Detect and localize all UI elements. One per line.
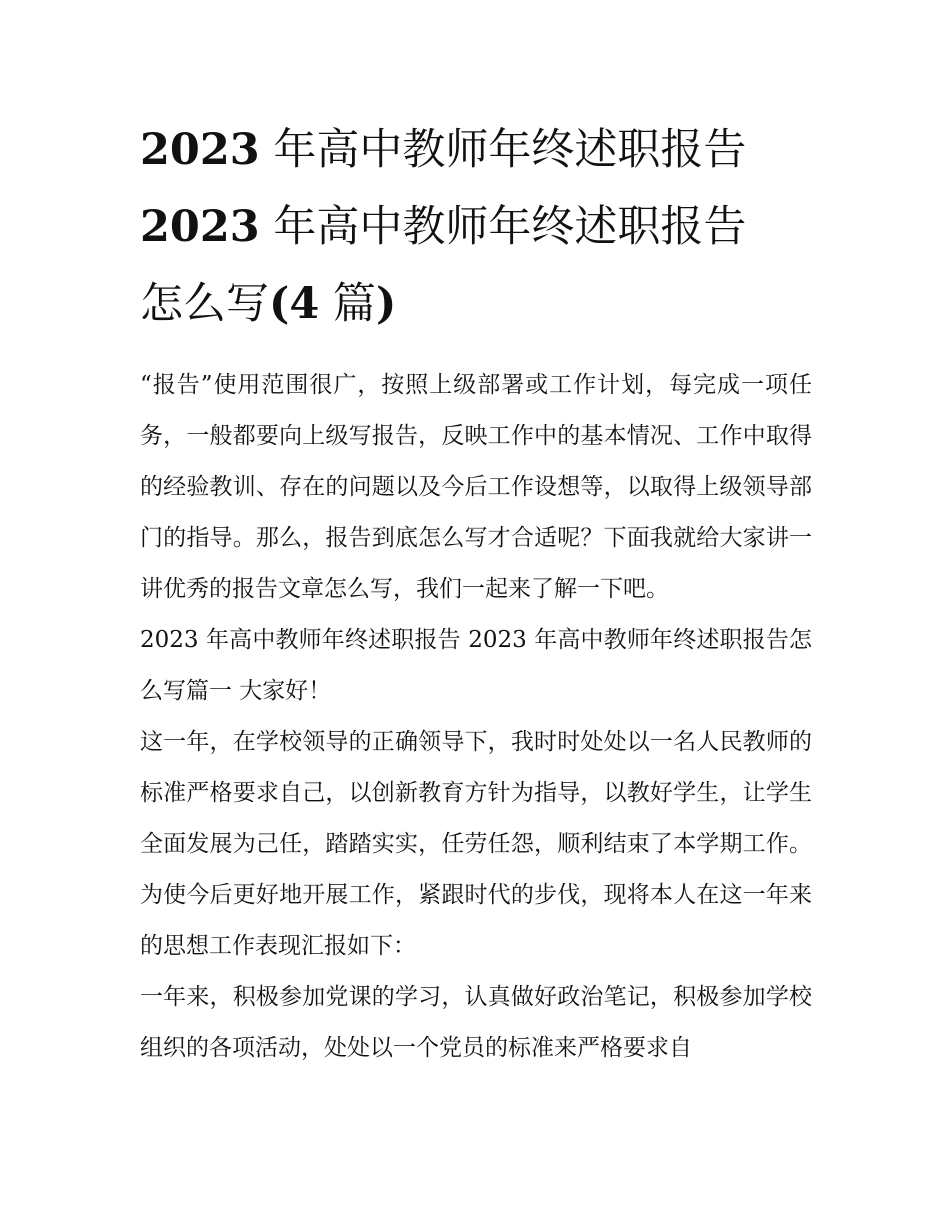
title-text: 篇: [319, 279, 376, 329]
title-paren: ): [375, 279, 397, 329]
title-count: (4: [269, 279, 320, 329]
title-line-1: [140, 112, 812, 189]
title-line-2: [140, 189, 812, 266]
paragraph-heading: 2023 年高中教师年终述职报告 2023 年高中教师年终述职报告怎么写篇一 大家好！: [140, 627, 812, 704]
paragraph-body-2: 一年来，积极参加党课的学习，认真做好政治笔记，积极参加学校组织的各项活动，处处以一个党员的标准来严格要求自: [140, 984, 812, 1061]
paragraph-intro: “报告”使用范围很广，按照上级部署或工作计划，每完成一项任务，一般都要向上级写报告，反映工作中的基本情况、工作中取得的经验教训、存在的问题以及今后工作设想等，以取得上级领导部门的指导。那么，报告到底怎么写才合适呢？下面我就给大家讲一讲优秀的报告文章怎么写，我们一起来了解一下吧。: [140, 372, 812, 602]
title-text: 年高中教师年终述职报告: [259, 202, 747, 252]
document-page: [140, 112, 812, 1074]
title-line-3: [140, 266, 812, 343]
title-year: 2023: [140, 125, 260, 175]
title-year: 2023: [140, 202, 260, 252]
document-title: [140, 112, 812, 343]
title-text: 年高中教师年终述职报告: [259, 125, 747, 175]
document-body: [140, 360, 812, 1074]
title-text: 怎么写: [140, 279, 269, 329]
paragraph-body-1: 这一年，在学校领导的正确领导下，我时时处处以一名人民教师的标准严格要求自己，以创新教育方针为指导，以教好学生，让学生全面发展为己任，踏踏实实，任劳任怨，顺利结束了本学期工作。为使今后更好地开展工作，紧跟时代的步伐，现将本人在这一年来的思想工作表现汇报如下：: [140, 729, 812, 959]
